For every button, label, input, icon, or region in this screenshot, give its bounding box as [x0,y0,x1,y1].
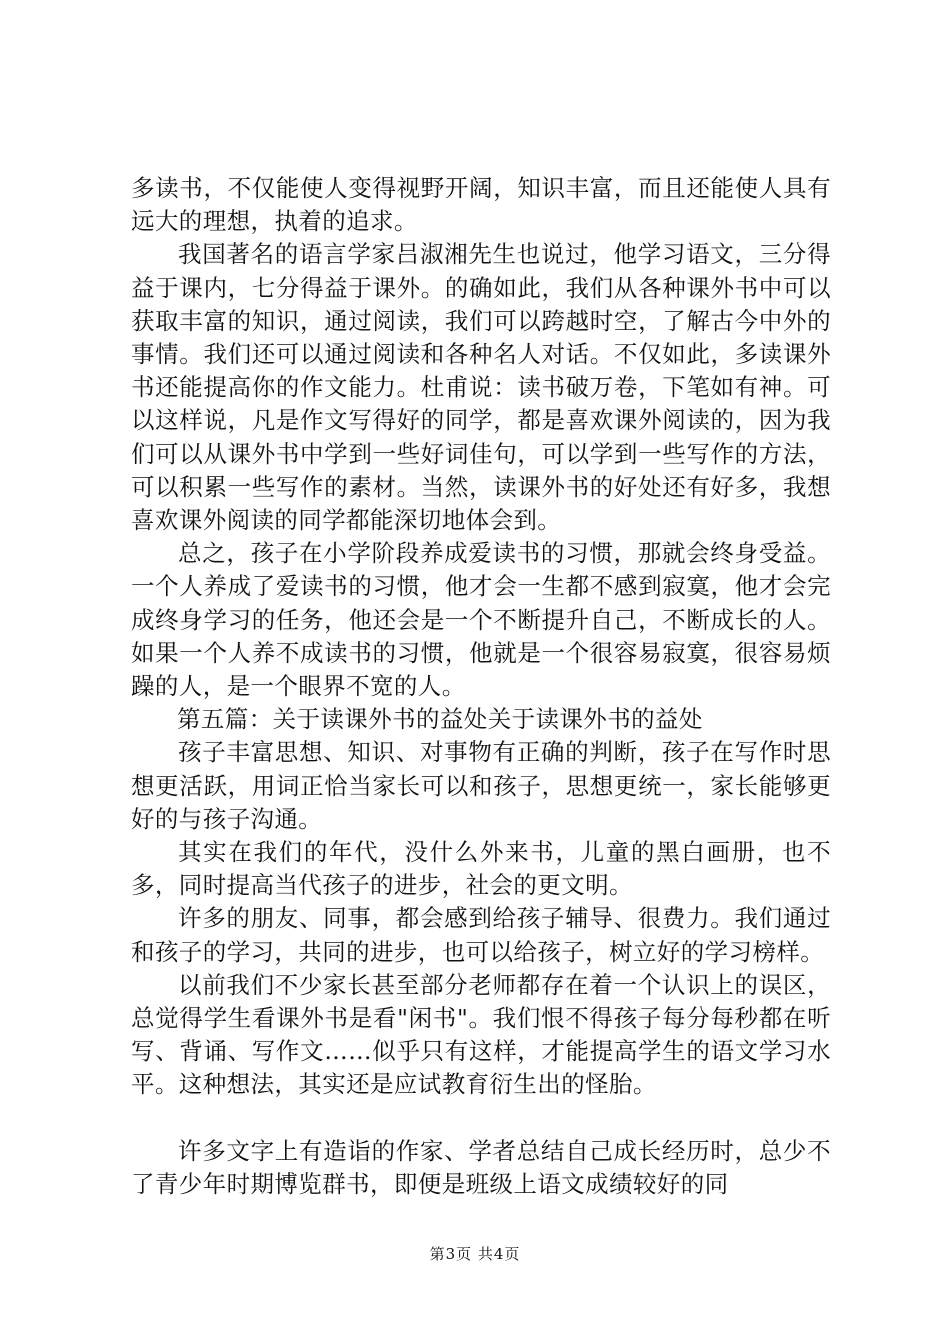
section-paragraph-1: 孩子丰富思想、知识、对事物有正确的判断，孩子在写作时思想更活跃，用词正恰当家长可以和孩子，思想更统一，家长能够更好的与孩子沟通。 [131,738,831,833]
final-paragraph: 许多文字上有造诣的作家、学者总结自己成长经历时，总少不了青少年时期博览群书，即便是班级上语文成绩较好的同 [131,1136,831,1198]
page-footer [0,1243,950,1264]
section-paragraph-2: 其实在我们的年代，没什么外来书，儿童的黑白画册，也不多，同时提高当代孩子的进步，社会的更文明。 [131,838,831,900]
page-number-label: 第3页 共4页 [429,1245,521,1263]
section-paragraph-4: 以前我们不少家长甚至部分老师都存在着一个认识上的误区，总觉得学生看课外书是看"闲书"。我们恨不得孩子每分每秒都在听写、背诵、写作文……似乎只有这样，才能提高学生的语文学习水平。这种想法，其实还是应试教育衍生出的怪胎。 [131,970,831,1099]
paragraph-1: 多读书，不仅能使人变得视野开阔，知识丰富，而且还能使人具有远大的理想，执着的追求。 [131,174,831,236]
section-heading: 第五篇：关于读课外书的益处关于读课外书的益处 [177,705,703,734]
paragraph-3: 总之，孩子在小学阶段养成爱读书的习惯，那就会终身受益。一个人养成了爱读书的习惯，他才会一生都不感到寂寞，他才会完成终身学习的任务，他还会是一个不断提升自己，不断成长的人。如果一个人养不成读书的习惯，他就是一个很容易寂寞，很容易烦躁的人，是一个眼界不宽的人。 [131,539,831,701]
document-body [131,172,831,1201]
paragraph-2: 我国著名的语言学家吕淑湘先生也说过，他学习语文，三分得益于课内，七分得益于课外。的确如此，我们从各种课外书中可以获取丰富的知识，通过阅读，我们可以跨越时空，了解古今中外的事情。我们还可以通过阅读和各种名人对话。不仅如此，多读课外书还能提高你的作文能力。杜甫说：读书破万卷，下笔如有神。可以这样说，凡是作文写得好的同学，都是喜欢课外阅读的，因为我们可以从课外书中学到一些好词佳句，可以学到一些写作的方法，可以积累一些写作的素材。当然，读课外书的好处还有好多，我想喜欢课外阅读的同学都能深切地体会到。 [131,240,831,535]
section-paragraph-3: 许多的朋友、同事，都会感到给孩子辅导、很费力。我们通过和孩子的学习，共同的进步，也可以给孩子，树立好的学习榜样。 [131,904,831,966]
paragraph-spacer [131,1102,831,1135]
